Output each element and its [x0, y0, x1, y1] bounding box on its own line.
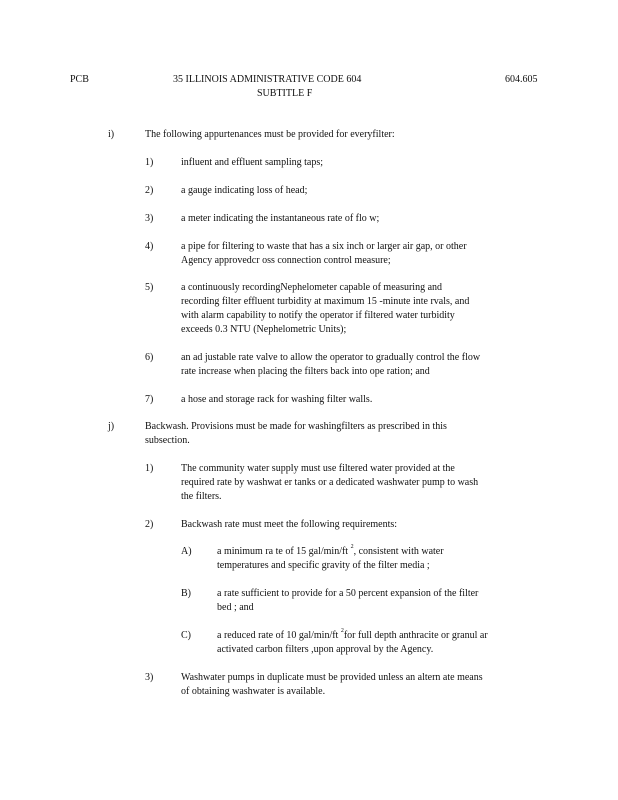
item-text-line: Washwater pumps in duplicate must be provided unless an altern ate means — [181, 672, 483, 683]
item-number: 1) — [145, 463, 154, 474]
superscript: 2 — [340, 628, 344, 634]
item-text-line: a hose and storage rack for washing filter walls. — [181, 394, 373, 405]
item-text-line: recording filter effluent turbidity at maximum 15 -minute inte rvals, and — [181, 296, 470, 307]
item-text-line: of obtaining washwater is available. — [181, 686, 326, 697]
item-number: 4) — [145, 241, 154, 252]
item-text-line: the filters. — [181, 491, 222, 502]
item-number: 7) — [145, 394, 154, 405]
item-text-line: a continuously recordingNephelometer capable of measuring and — [181, 282, 443, 293]
item-number: 6) — [145, 352, 154, 363]
item-number: 2) — [145, 185, 154, 196]
item-number: 2) — [145, 519, 154, 530]
sub-item-text-line — [217, 545, 444, 559]
item-text-line: a pipe for filtering to waste that has a six inch or larger air gap, or other — [181, 241, 467, 252]
sub-item-text-line: a rate sufficient to provide for a 50 percent expansion of the filter — [217, 588, 479, 599]
item-text-line: a meter indicating the instantaneous rate of flo w; — [181, 213, 380, 224]
sub-item-text: , consistent with water — [353, 546, 444, 557]
item-number: 3) — [145, 213, 154, 224]
item-text-line: Backwash rate must meet the following requirements: — [181, 519, 398, 530]
header-title: 35 ILLINOIS ADMINISTRATIVE CODE 604 — [173, 74, 362, 85]
item-text-line: The community water supply must use filtered water provided at the — [181, 463, 455, 474]
sub-item-text: for full depth anthracite or granul ar — [343, 630, 488, 641]
sub-item-text-line — [217, 629, 488, 643]
section-j-intro-line: Backwash. Provisions must be made for washingfilters as prescribed in this — [145, 421, 447, 432]
sub-item-text-line: bed ; and — [217, 602, 254, 613]
sub-item-text-line: temperatures and specific gravity of the filter media ; — [217, 560, 430, 571]
item-text-line: exceeds 0.3 NTU (Nephelometric Units); — [181, 324, 347, 335]
item-number: 3) — [145, 672, 154, 683]
item-text-line: required rate by washwat er tanks or a dedicated washwater pump to wash — [181, 477, 479, 488]
sub-item-letter: A) — [181, 546, 192, 557]
item-text-line: an ad justable rate valve to allow the operator to gradually control the flow — [181, 352, 481, 363]
section-i-label: i) — [108, 129, 115, 140]
sub-item-text-line: activated carbon filters ,upon approval by the Agency. — [217, 644, 434, 655]
item-number: 5) — [145, 282, 154, 293]
superscript: 2 — [350, 544, 354, 550]
sub-item-text: a minimum ra te of 15 gal/min/ft — [217, 546, 351, 557]
sub-item-text: a reduced rate of 10 gal/min/ft — [217, 630, 341, 641]
sub-item-letter: C) — [181, 630, 191, 641]
header-left: PCB — [70, 74, 89, 85]
header-section-number: 604.605 — [505, 74, 538, 85]
item-text-line: rate increase when placing the filters back into ope ration; and — [181, 366, 430, 377]
item-text-line: Agency approvedcr oss connection control measure; — [181, 255, 391, 266]
sub-item-letter: B) — [181, 588, 191, 599]
item-text-line: influent and effluent sampling taps; — [181, 157, 324, 168]
section-i-intro: The following appurtenances must be provided for everyfilter: — [145, 129, 395, 140]
item-text-line: a gauge indicating loss of head; — [181, 185, 308, 196]
item-text-line: with alarm capability to notify the operator if filtered water turbidity — [181, 310, 455, 321]
section-j-label: j) — [108, 421, 115, 432]
header-subtitle: SUBTITLE F — [257, 88, 313, 99]
section-j-intro-line: subsection. — [145, 435, 190, 446]
item-number: 1) — [145, 157, 154, 168]
